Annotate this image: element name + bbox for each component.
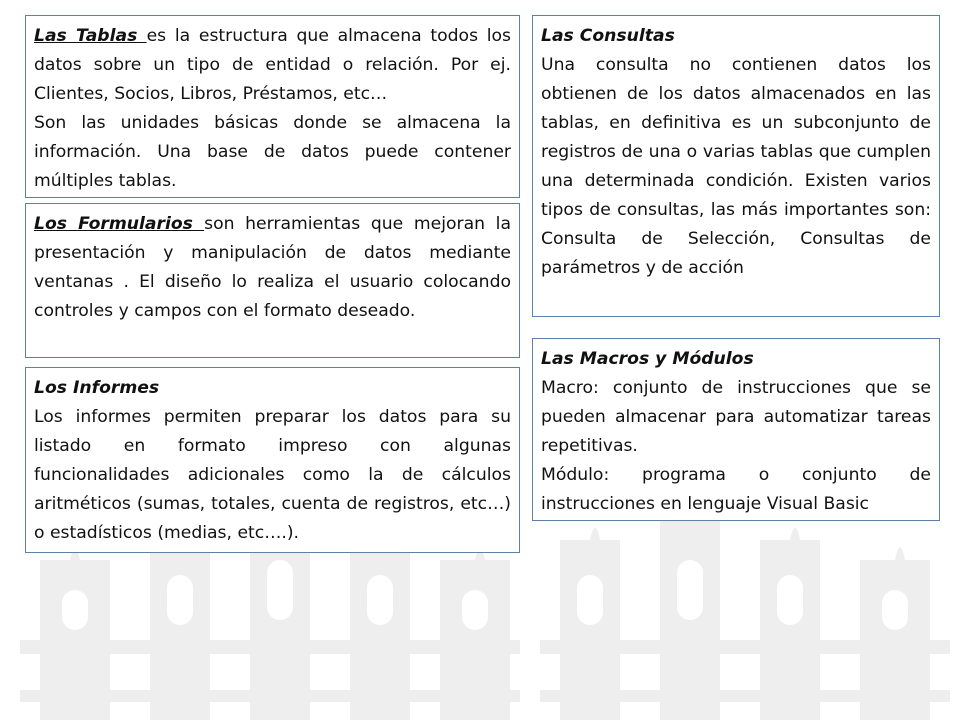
formularios-title: Los Formularios <box>34 214 205 234</box>
informes-box <box>25 367 520 553</box>
informes-body: Los informes permiten preparar los datos para su listado en formato impreso con algunas funcionalidades adicionales como la de cálculos aritméticos (sumas, totales, cuenta de registros, etc…) o estadísticos (medias, etc….). <box>34 407 511 543</box>
consultas-title: Las Consultas <box>541 26 675 46</box>
informes-title: Los Informes <box>34 378 160 398</box>
consultas-body: Una consulta no contienen datos los obtienen de los datos almacenados en las tablas, en definitiva es un subconjunto de registros de una o varias tablas que cumplen una determinada condición. Existen varios tipos de consultas, las más importantes son: Consulta de Selección, Consultas de parámetros y de acción <box>541 55 931 278</box>
tablas-title: Las Tablas <box>34 26 147 46</box>
macros-title: Las Macros y Módulos <box>541 349 754 369</box>
formularios-body: son herramientas que mejoran la presentación y manipulación de datos mediante ventanas . El diseño lo realiza el usuario colocando controles y campos con el formato deseado. <box>34 214 511 321</box>
formularios-paragraph <box>34 210 511 326</box>
tablas-box <box>25 15 520 198</box>
tablas-intro: es la estructura que almacena todos los datos sobre un tipo de entidad o relación. Por ej. Clientes, Socios, Libros, Préstamos, etc… <box>34 26 511 104</box>
tablas-paragraph-2: Son las unidades básicas donde se almacena la información. Una base de datos puede contener múltiples tablas. <box>34 113 511 191</box>
consultas-box <box>532 15 940 317</box>
macros-macro-paragraph: Macro: conjunto de instrucciones que se pueden almacenar para automatizar tareas repetitivas. <box>541 378 931 456</box>
formularios-box <box>25 203 520 358</box>
tablas-paragraph-1 <box>34 22 511 109</box>
macros-box <box>532 338 940 521</box>
macros-modulo-line-1: Módulo: programa o conjunto de <box>541 465 931 485</box>
macros-modulo-line-2: instrucciones en lenguaje Visual Basic <box>541 494 869 514</box>
